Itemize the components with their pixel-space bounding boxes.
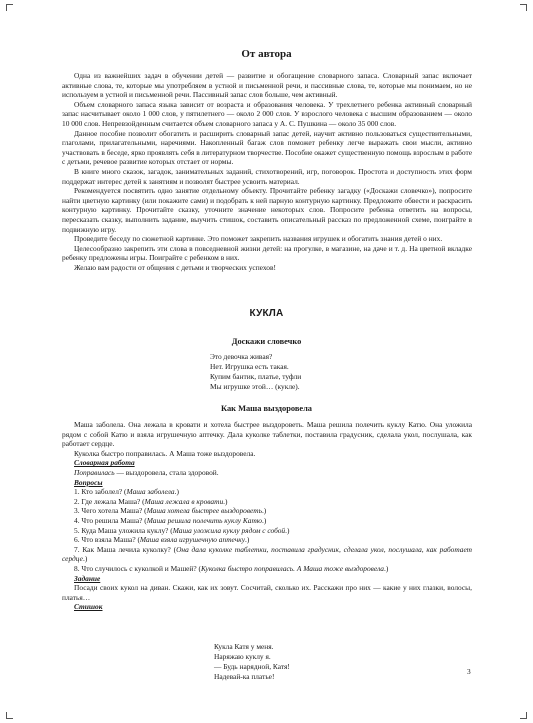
- vocab-term: Поправилась: [74, 467, 115, 477]
- paragraph: Желаю вам радости от общения с детьми и творческих успехов!: [74, 262, 276, 272]
- story-paragraph: Маша заболела. Она лежала в кровати и хотела быстрее выздороветь. Маша решила полечить куклу Катю. Она уложила рядом с собой Катю и взяла игрушечную аптечку. Дала куколке таблетки, поставила градусник, сделала укол, послушала, как работает сердце.: [62, 420, 472, 449]
- author-heading: От автора: [241, 48, 292, 60]
- answer-text: Маша решила полечить куклу Катю: [146, 515, 263, 525]
- question-end: .): [262, 515, 267, 525]
- question-end: .): [82, 554, 88, 564]
- game-title: Доскажи словечко: [231, 337, 302, 346]
- crop-mark: [520, 712, 527, 719]
- crop-mark: [6, 712, 13, 719]
- question-item: [62, 564, 472, 574]
- question-text: 1. Кто заболел? (: [74, 487, 127, 497]
- poem-line: Кукла Катя у меня.: [214, 642, 274, 651]
- task-heading: Задание: [74, 573, 101, 583]
- author-text: [62, 71, 472, 272]
- question-end: .): [384, 563, 389, 573]
- paragraph: Объем словарного запаса языка зависит от возраста и образования человека. У трехлетнего ребенка активный словарный запас насчитывает около 1 000 слов, у пятилетнего — около 2 000 слов. У взрослого человека с высшим образованием — около 10 000 слов. Непревзойденным считается объем словарного запаса у А. С. Пушкина — около 35 000 слов.: [62, 99, 472, 128]
- crop-mark: [6, 4, 13, 11]
- paragraph: В книге много сказок, загадок, занимательных заданий, стихотворений, игр, поговорок. Простота и доступность этих форм поддержат интерес детей к занятиям и позволят быстрее усвоить материал.: [62, 166, 472, 186]
- question-text: 7. Как Маша лечила куколку? (: [74, 544, 177, 554]
- verse-line: Мы игрушке этой… (кукле).: [210, 382, 300, 391]
- verse-line: Это девочка живая?: [210, 352, 273, 361]
- question-list: [62, 487, 472, 573]
- question-end: .): [174, 487, 179, 497]
- story-title: Как Маша выздоровела: [221, 404, 312, 413]
- paragraph: Одна из важнейших задач в обучении детей — развитие и обогащение словарного запаса. Словарный запас включает активные слова, те, которые мы употребляем в устной и письменной речи, и пассивные слова, те, которые мы понимаем, но не используем в устной и письменной речи. Пассивный запас слов больше, чем активный.: [62, 71, 472, 100]
- question-text: 5. Куда Маша уложила куклу? (: [74, 525, 173, 535]
- question-text: 8. Что случилось с куколкой и Машей? (: [74, 563, 201, 573]
- poem-line: Наряжаю куклу я.: [214, 652, 271, 661]
- question-item: [62, 516, 472, 526]
- vocab-heading: Словарная работа: [74, 458, 135, 468]
- riddle-verse: [210, 352, 301, 392]
- question-end: .): [244, 535, 250, 545]
- question-end: .): [223, 496, 228, 506]
- paragraph: Рекомендуется посвятить одно занятие отдельному объекту. Прочитайте ребенку загадку («Доскажи словечко»), попросите найти цветную картинку (или покажите сами) и подобрать к ней парную контурную картинку. Предложите обвести и раскрасить контурную картинку. Прочитайте сказку, уточните значение некоторых слов. Попросите ребенка ответить на вопросы, пересказать сказку, выполнить задание, выучить стишок, составить описательный рассказ по предложенной схеме, поиграйте в подвижную игру.: [62, 186, 472, 234]
- story-paragraph: Куколка быстро поправилась. А Маша тоже выздоровела.: [74, 448, 256, 458]
- section-title: КУКЛА: [249, 308, 284, 319]
- question-item: [62, 535, 472, 545]
- poem-heading: Стишок: [74, 602, 103, 612]
- paragraph: Проведите беседу по сюжетной картинке. Это поможет закрепить названия игрушек и обогатить знания детей о них.: [74, 234, 443, 244]
- question-item: [62, 545, 472, 564]
- question-item: [62, 497, 472, 507]
- questions-heading: Вопросы: [74, 477, 103, 487]
- answer-text: Маша уложила куклу рядом с собой: [172, 525, 286, 535]
- answer-text: Маша хотела быстрее выздороветь: [146, 506, 262, 516]
- poem-line: Надевай-ка платье!: [214, 672, 275, 681]
- paragraph: Целесообразно закрепить эти слова в повседневной жизни детей: на прогулке, в магазине, на даче и т. д. На цветной вкладке ребенку предложены игры. Поиграйте с ребенком в них.: [62, 243, 472, 263]
- page-number: 3: [467, 667, 471, 676]
- vocab-entry: [62, 468, 472, 478]
- crop-mark: [520, 4, 527, 11]
- verse-line: Нет. Игрушка есть такая.: [210, 362, 289, 371]
- answer-text: Она дала куколке таблетки, поставила градусник, сделала укол, послушала, как работает сердце: [62, 544, 472, 564]
- question-text: 2. Где лежала Маша? (: [74, 496, 145, 506]
- vocab-definition: — выздоровела, стала здоровой.: [114, 467, 219, 477]
- question-item: [62, 506, 472, 516]
- answer-text: Куколка быстро поправилась. А Маша тоже выздоровела: [200, 563, 384, 573]
- question-text: 4. Что решила Маша? (: [74, 515, 147, 525]
- verse-line: Купим бантик, платье, туфли: [210, 372, 302, 381]
- answer-text: Маша лежала в кровати: [144, 496, 224, 506]
- paragraph: Данное пособие позволит обогатить и расширить словарный запас детей, научит активно пользоваться существительными, глаголами, прилагательными, наречиями. Накопленный багаж слов поможет ребенку легче выражать свои мысли, активно участвовать в беседе, ярко проявлять себя в литературном творчестве. Пособие окажет существенную помощь взрослым в работе с детьми, речевое развитие которых отстает от нормы.: [62, 128, 472, 167]
- poem: [214, 642, 290, 682]
- question-text: 3. Чего хотела Маша? (: [74, 506, 147, 516]
- poem-line: — Будь нарядной, Катя!: [214, 662, 290, 671]
- question-end: .): [261, 506, 267, 516]
- answer-text: Маша взяла игрушечную аптечку: [139, 535, 245, 545]
- question-item: [62, 487, 472, 497]
- question-text: 6. Что взяла Маша? (: [74, 535, 140, 545]
- task-text: Посади своих кукол на диван. Скажи, как их зовут. Сосчитай, сколько их. Расскажи про них — какие у них глазки, волосы, платья…: [62, 583, 472, 602]
- question-item: [62, 526, 472, 536]
- answer-text: Маша заболела: [126, 487, 175, 497]
- question-end: .): [285, 525, 290, 535]
- story-text: [62, 420, 472, 612]
